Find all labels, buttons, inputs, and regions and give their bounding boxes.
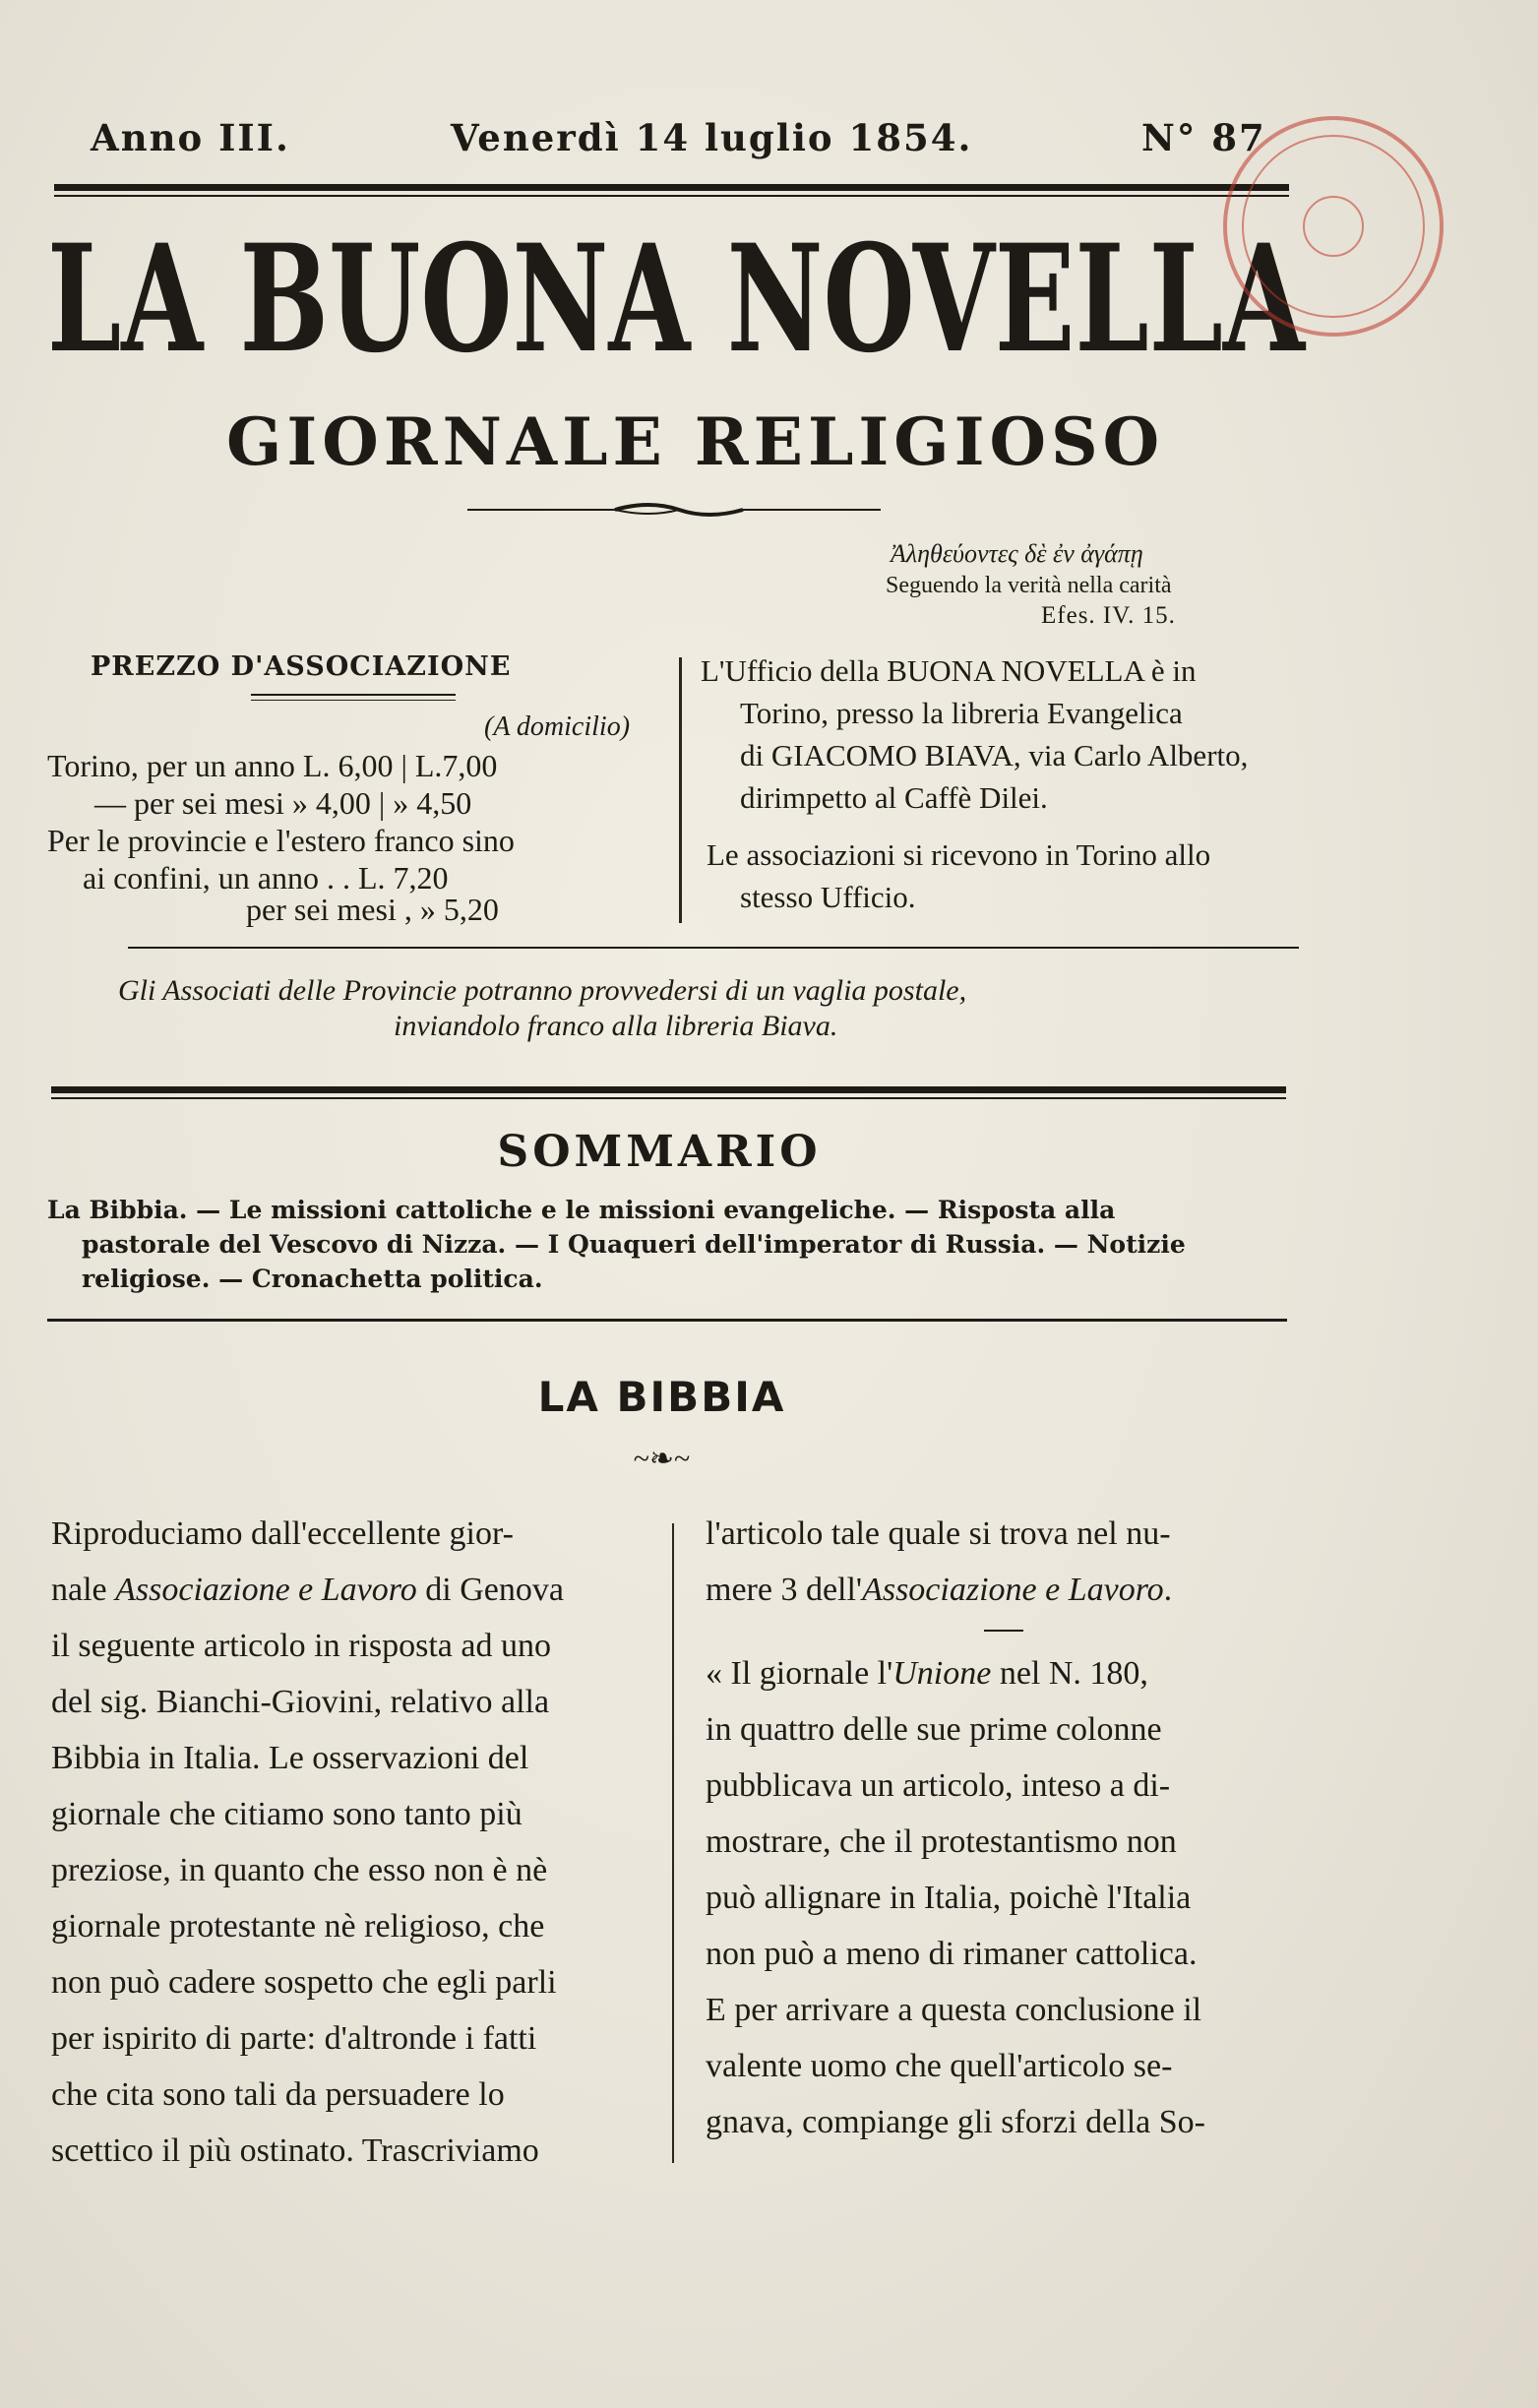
- motto-greek: Ἀληθεύοντες δὲ ἐν ἀγάπῃ: [891, 539, 1143, 568]
- masthead-subtitle: GIORNALE RELIGIOSO: [226, 403, 1165, 480]
- article-left-line-2: nale Associazione e Lavoro di Genova: [51, 1572, 564, 1608]
- office-line-2: Torino, presso la libreria Evangelica: [740, 696, 1183, 730]
- article-left-line-9: non può cadere sospetto che egli parli: [51, 1964, 557, 2001]
- article-right-b-line-6: non può a meno di rimaner cattolica.: [706, 1936, 1198, 1972]
- article-left-line-11: che cita sono tali da persuadere lo: [51, 2076, 505, 2113]
- issue-year: Anno III.: [91, 116, 290, 159]
- pricing-line-5: per sei mesi , » 5,20: [246, 892, 499, 927]
- article-right-b-line-4: mostrare, che il protestantismo non: [706, 1823, 1177, 1860]
- article-right-b-line-2: in quattro delle sue prime colonne: [706, 1711, 1162, 1748]
- sommario-text: [47, 1193, 1317, 1296]
- ornament-divider: [467, 500, 881, 520]
- article-right-b-line-8: valente uomo che quell'articolo se-: [706, 2048, 1173, 2084]
- article-left-line-5: Bibbia in Italia. Le osservazioni del: [51, 1740, 529, 1776]
- pricing-heading: PREZZO D'ASSOCIAZIONE: [91, 651, 512, 682]
- office-line-3: di GIACOMO BIAVA, via Carlo Alberto,: [740, 738, 1249, 772]
- office-line-5: Le associazioni si ricevono in Torino allo: [707, 837, 1211, 872]
- pricing-rule: [251, 694, 456, 696]
- motto-reference: Efes. IV. 15.: [1041, 602, 1176, 629]
- article-right-b-line-5: può allignare in Italia, poichè l'Italia: [706, 1880, 1192, 1916]
- sommario-top-rule: [51, 1086, 1286, 1093]
- article-right-column: [706, 1506, 1301, 2150]
- motto-italian: Seguendo la verità nella carità: [886, 573, 1172, 598]
- sommario-top-rule-thin: [51, 1097, 1286, 1099]
- article-left-line-1: Riproduciamo dall'eccellente gior-: [51, 1515, 514, 1552]
- pricing-bottom-rule: [128, 947, 1299, 949]
- sommario-line-2: pastorale del Vescovo di Nizza. — I Quaqueri dell'imperator di Russia. — Notizie: [82, 1230, 1186, 1259]
- article-left-line-12: scettico il più ostinato. Trascriviamo: [51, 2132, 539, 2169]
- article-left-line-3: il seguente articolo in risposta ad uno: [51, 1628, 551, 1664]
- issue-date: Venerdì 14 luglio 1854.: [451, 116, 973, 159]
- pricing-domicile: (A domicilio): [484, 711, 631, 742]
- office-line-6: stesso Ufficio.: [740, 880, 916, 914]
- pricing-rule-thin: [251, 700, 456, 701]
- library-stamp: [1196, 103, 1471, 349]
- header-rule-thin: [54, 195, 1289, 197]
- article-left-line-8: giornale protestante nè religioso, che: [51, 1908, 545, 1945]
- sommario-title: SOMMARIO: [497, 1127, 822, 1177]
- article-right-b-line-1: « Il giornale l'Unione nel N. 180,: [706, 1655, 1148, 1692]
- article-left-line-4: del sig. Bianchi-Giovini, relativo alla: [51, 1684, 550, 1720]
- sommario-bottom-rule: [47, 1319, 1287, 1322]
- article-right-a-line-1: l'articolo tale quale si trova nel nu-: [706, 1515, 1171, 1552]
- issue-number: N° 87: [1141, 116, 1266, 159]
- masthead-title: [47, 224, 1307, 372]
- office-line-4: dirimpetto al Caffè Dilei.: [740, 780, 1048, 815]
- pricing-note-1: Gli Associati delle Provincie potranno provvedersi di un vaglia postale,: [118, 974, 967, 1007]
- article-right-b-line-7: E per arrivare a questa conclusione il: [706, 1992, 1202, 2028]
- article-left-column: [51, 1506, 642, 2179]
- article-dash-separator: [706, 1618, 1301, 1645]
- sommario-line-3: religiose. — Cronachetta politica.: [82, 1265, 543, 1293]
- pricing-line-1: Torino, per un anno L. 6,00 | L.7,00: [47, 748, 498, 783]
- sommario-line-1: La Bibbia. — Le missioni cattoliche e le missioni evangeliche. — Risposta alla: [47, 1196, 1116, 1224]
- article-right-b-line-9: gnava, compiange gli sforzi della So-: [706, 2104, 1205, 2140]
- article-title: LA BIBBIA: [537, 1373, 786, 1421]
- article-left-line-10: per ispirito di parte: d'altronde i fatti: [51, 2020, 537, 2057]
- pricing-column-divider: [679, 657, 682, 923]
- masthead-title-text: LA BUONA NOVELLA: [47, 224, 1307, 372]
- article-left-line-6: giornale che citiamo sono tanto più: [51, 1796, 523, 1832]
- pricing-line-2: — per sei mesi » 4,00 | » 4,50: [94, 785, 472, 821]
- header-rule: [54, 184, 1289, 191]
- pricing-line-4: ai confini, un anno . . L. 7,20: [83, 860, 449, 895]
- office-line-1: L'Ufficio della BUONA NOVELLA è in: [701, 653, 1197, 688]
- article-ornament: ~❧~: [633, 1443, 691, 1475]
- article-right-b-line-3: pubblicava un articolo, inteso a di-: [706, 1767, 1171, 1804]
- article-left-line-7: preziose, in quanto che esso non è nè: [51, 1852, 548, 1888]
- article-right-a-line-2: mere 3 dell'Associazione e Lavoro.: [706, 1572, 1173, 1608]
- pricing-note-2: inviandolo franco alla libreria Biava.: [394, 1010, 838, 1042]
- pricing-line-3: Per le provincie e l'estero franco sino: [47, 823, 515, 858]
